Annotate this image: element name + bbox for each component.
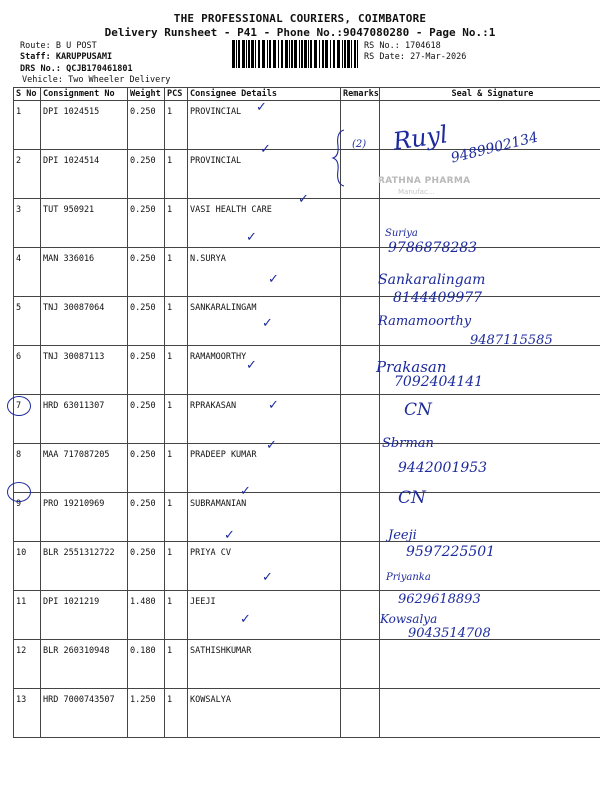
tick-mark-10: ✓ bbox=[240, 484, 251, 499]
phone-row11: 9597225501 bbox=[406, 544, 496, 560]
tick-mark-5: ✓ bbox=[268, 272, 279, 287]
cell-sno: 2 bbox=[14, 150, 41, 199]
vehicle-label: Vehicle: bbox=[22, 75, 63, 85]
barcode-bar bbox=[330, 40, 331, 68]
cell-remarks bbox=[341, 346, 380, 395]
cell-consignee: N.SURYA bbox=[188, 248, 341, 297]
cell-consignee: SATHISHKUMAR bbox=[188, 640, 341, 689]
table-row bbox=[14, 248, 600, 297]
cell-consignee: PROVINCIAL bbox=[188, 101, 341, 150]
cell-pcs: 1 bbox=[165, 493, 188, 542]
barcode-bar bbox=[289, 40, 290, 68]
barcode-image bbox=[232, 40, 358, 68]
cell-remarks bbox=[341, 395, 380, 444]
drs-label: DRS No.: bbox=[20, 64, 61, 74]
cell-weight: 0.250 bbox=[128, 493, 165, 542]
tick-mark-7: ✓ bbox=[246, 358, 257, 373]
circle-sno-10 bbox=[7, 482, 31, 502]
barcode-bar bbox=[262, 40, 265, 68]
cell-consignment: BLR 2551312722 bbox=[41, 542, 128, 591]
cell-consignment: DPI 1021219 bbox=[41, 591, 128, 640]
barcode-bar bbox=[304, 40, 307, 68]
name-row12: Priyanka bbox=[386, 572, 431, 583]
cell-consignment: TNJ 30087064 bbox=[41, 297, 128, 346]
barcode-bar bbox=[294, 40, 297, 68]
cell-pcs: 1 bbox=[165, 346, 188, 395]
signature-row1: Ruyl bbox=[391, 120, 450, 156]
cell-remarks bbox=[341, 542, 380, 591]
cell-sno: 8 bbox=[14, 444, 41, 493]
barcode-bar bbox=[273, 40, 276, 68]
staff-value: KARUPPUSAMI bbox=[55, 52, 113, 62]
cell-sno: 11 bbox=[14, 591, 41, 640]
barcode-bar bbox=[308, 40, 309, 68]
cell-remarks bbox=[341, 591, 380, 640]
barcode-bar bbox=[351, 40, 352, 68]
drs-value: QCJB170461801 bbox=[66, 64, 133, 74]
circle-sno-8 bbox=[7, 396, 31, 416]
cell-consignment: HRD 7000743507 bbox=[41, 689, 128, 738]
cell-remarks bbox=[341, 248, 380, 297]
stamp-sub: Manufac... bbox=[398, 188, 435, 196]
staff-label: Staff: bbox=[20, 52, 51, 62]
company-stamp bbox=[378, 176, 578, 216]
table-row bbox=[14, 591, 600, 640]
cell-consignment: DPI 1024515 bbox=[41, 101, 128, 150]
barcode-bar bbox=[238, 40, 240, 68]
tick-mark-2: ✓ bbox=[260, 142, 271, 157]
staff-line bbox=[20, 52, 112, 63]
barcode-bar bbox=[347, 40, 350, 68]
cell-pcs: 1 bbox=[165, 591, 188, 640]
cell-consignment: MAA 717087205 bbox=[41, 444, 128, 493]
cell-pcs: 1 bbox=[165, 640, 188, 689]
cell-remarks bbox=[341, 493, 380, 542]
cell-consignee: JEEJI bbox=[188, 591, 341, 640]
barcode-bar bbox=[232, 40, 235, 68]
rs-date-value: 27-Mar-2026 bbox=[410, 52, 467, 62]
barcode-bar bbox=[251, 40, 254, 68]
cell-weight: 1.250 bbox=[128, 689, 165, 738]
cell-pcs: 1 bbox=[165, 689, 188, 738]
runsheet-subtitle: Delivery Runsheet - P41 - Phone No.:9047080280 - Page No.:1 bbox=[104, 26, 496, 39]
barcode-bar bbox=[278, 40, 279, 68]
remarks-brace bbox=[330, 128, 354, 188]
phone-row4: 9786878283 bbox=[388, 240, 478, 256]
cell-pcs: 1 bbox=[165, 248, 188, 297]
cell-consignment: TNJ 30087113 bbox=[41, 346, 128, 395]
col-pcs: PCS bbox=[165, 88, 188, 101]
cell-sno: 1 bbox=[14, 101, 41, 150]
vehicle-line bbox=[22, 75, 170, 86]
col-consignee: Consignee Details bbox=[188, 88, 341, 101]
cell-consignee: RAMAMOORTHY bbox=[188, 346, 341, 395]
route-label: Route: bbox=[20, 41, 51, 51]
cell-consignment: DPI 1024514 bbox=[41, 150, 128, 199]
cell-pcs: 1 bbox=[165, 101, 188, 150]
phone-row9: 9442001953 bbox=[398, 460, 488, 476]
rs-date-line bbox=[364, 52, 466, 63]
cell-sno: 6 bbox=[14, 346, 41, 395]
name-row13: Kowsalya bbox=[380, 612, 438, 626]
cell-consignment: HRD 63011307 bbox=[41, 395, 128, 444]
rs-no-label: RS No.: bbox=[364, 41, 400, 51]
name-row6: Ramamoorthy bbox=[378, 314, 472, 329]
cell-sno: 4 bbox=[14, 248, 41, 297]
tick-mark-8: ✓ bbox=[268, 398, 279, 413]
barcode-bar bbox=[258, 40, 260, 68]
tick-mark-3: ✓ bbox=[298, 192, 309, 207]
table-row bbox=[14, 346, 600, 395]
cell-remarks bbox=[341, 640, 380, 689]
barcode-bar bbox=[267, 40, 268, 68]
cell-pcs: 1 bbox=[165, 297, 188, 346]
barcode-bar bbox=[337, 40, 340, 68]
table-row bbox=[14, 640, 600, 689]
cell-pcs: 1 bbox=[165, 444, 188, 493]
cell-signature bbox=[380, 640, 600, 689]
cell-weight: 0.250 bbox=[128, 101, 165, 150]
tick-mark-12: ✓ bbox=[262, 570, 273, 585]
cell-weight: 0.250 bbox=[128, 542, 165, 591]
rs-no-value: 1704618 bbox=[404, 41, 441, 51]
barcode-bar bbox=[242, 40, 245, 68]
barcode-bar bbox=[285, 40, 288, 68]
table-row bbox=[14, 689, 600, 738]
cell-weight: 0.250 bbox=[128, 346, 165, 395]
cell-sno: 7 bbox=[14, 395, 41, 444]
phone-row1: 9489902134 bbox=[449, 129, 540, 167]
table-row bbox=[14, 493, 600, 542]
cell-consignee: RPRAKASAN bbox=[188, 395, 341, 444]
barcode-bar bbox=[333, 40, 335, 68]
note-row8: CN bbox=[404, 400, 432, 420]
cell-pcs: 1 bbox=[165, 150, 188, 199]
tick-mark-1: ✓ bbox=[256, 100, 267, 115]
cell-sno: 3 bbox=[14, 199, 41, 248]
route-line bbox=[20, 41, 97, 52]
name-row11: Jeeji bbox=[388, 528, 417, 543]
cell-consignee: SANKARALINGAM bbox=[188, 297, 341, 346]
tick-mark-13: ✓ bbox=[240, 612, 251, 627]
table-header-row bbox=[14, 88, 600, 101]
col-weight: Weight bbox=[128, 88, 165, 101]
cell-weight: 0.180 bbox=[128, 640, 165, 689]
name-row7: Prakasan bbox=[376, 358, 447, 376]
barcode-bar bbox=[248, 40, 250, 68]
cell-consignment: BLR 260310948 bbox=[41, 640, 128, 689]
cell-consignee: SUBRAMANIAN bbox=[188, 493, 341, 542]
cell-consignee: PROVINCIAL bbox=[188, 150, 341, 199]
company-title: THE PROFESSIONAL COURIERS, COIMBATORE bbox=[173, 12, 427, 25]
cell-weight: 1.480 bbox=[128, 591, 165, 640]
barcode-bar bbox=[281, 40, 283, 68]
name-row4: Suriya bbox=[385, 228, 418, 239]
cell-sno: 5 bbox=[14, 297, 41, 346]
barcode-bar bbox=[236, 40, 237, 68]
name-row9: Sbrman bbox=[382, 436, 434, 451]
cell-remarks bbox=[341, 199, 380, 248]
cell-weight: 0.250 bbox=[128, 395, 165, 444]
col-sno: S No bbox=[14, 88, 41, 101]
note-row10: CN bbox=[398, 488, 426, 508]
barcode-bar bbox=[314, 40, 317, 68]
barcode-bar bbox=[269, 40, 271, 68]
col-remarks: Remarks bbox=[341, 88, 380, 101]
table-row bbox=[14, 542, 600, 591]
barcode-bar bbox=[354, 40, 356, 68]
barcode-bar bbox=[310, 40, 312, 68]
cell-remarks bbox=[341, 297, 380, 346]
phone-row12: 9629618893 bbox=[398, 592, 481, 607]
cell-sno: 9 bbox=[14, 493, 41, 542]
cell-consignee: KOWSALYA bbox=[188, 689, 341, 738]
cell-weight: 0.250 bbox=[128, 248, 165, 297]
barcode-bar bbox=[301, 40, 303, 68]
phone-row7: 7092404141 bbox=[394, 374, 484, 390]
tick-mark-9: ✓ bbox=[266, 438, 277, 453]
drs-line bbox=[20, 64, 133, 75]
cell-remarks bbox=[341, 444, 380, 493]
vehicle-value: Two Wheeler Delivery bbox=[68, 75, 171, 85]
cell-remarks bbox=[341, 689, 380, 738]
table-row bbox=[14, 395, 600, 444]
cell-consignment: MAN 336016 bbox=[41, 248, 128, 297]
phone-row5: 8144409977 bbox=[393, 290, 483, 306]
cell-pcs: 1 bbox=[165, 542, 188, 591]
barcode-bar bbox=[342, 40, 343, 68]
barcode-bar bbox=[319, 40, 320, 68]
barcode-bar bbox=[299, 40, 300, 68]
barcode-bar bbox=[291, 40, 293, 68]
remark-2-circled: (2) bbox=[352, 139, 367, 150]
cell-weight: 0.250 bbox=[128, 297, 165, 346]
name-row5: Sankaralingam bbox=[378, 272, 486, 288]
col-signature: Seal & Signature bbox=[380, 88, 600, 101]
barcode-bar bbox=[255, 40, 256, 68]
rs-date-label: RS Date: bbox=[364, 52, 405, 62]
barcode-bar bbox=[322, 40, 324, 68]
barcode-bar bbox=[344, 40, 346, 68]
cell-consignee: VASI HEALTH CARE bbox=[188, 199, 341, 248]
cell-consignment: PRO 19210969 bbox=[41, 493, 128, 542]
tick-mark-4: ✓ bbox=[246, 230, 257, 245]
cell-sno: 10 bbox=[14, 542, 41, 591]
cell-pcs: 1 bbox=[165, 199, 188, 248]
tick-mark-11: ✓ bbox=[224, 528, 235, 543]
cell-weight: 0.250 bbox=[128, 150, 165, 199]
barcode-bar bbox=[246, 40, 247, 68]
cell-consignment: TUT 950921 bbox=[41, 199, 128, 248]
col-consignment: Consignment No bbox=[41, 88, 128, 101]
phone-row6: 9487115585 bbox=[470, 333, 553, 348]
route-value: B U POST bbox=[55, 41, 97, 51]
cell-consignee: PRADEEP KUMAR bbox=[188, 444, 341, 493]
tick-mark-6: ✓ bbox=[262, 316, 273, 331]
rs-no-line bbox=[364, 41, 441, 52]
cell-sno: 12 bbox=[14, 640, 41, 689]
cell-pcs: 1 bbox=[165, 395, 188, 444]
stamp-name: RATHNA PHARMA bbox=[378, 176, 471, 186]
barcode-bar bbox=[357, 40, 358, 68]
cell-sno: 13 bbox=[14, 689, 41, 738]
cell-signature bbox=[380, 689, 600, 738]
table-row bbox=[14, 444, 600, 493]
barcode-bar bbox=[325, 40, 328, 68]
cell-consignee: PRIYA CV bbox=[188, 542, 341, 591]
cell-weight: 0.250 bbox=[128, 199, 165, 248]
cell-weight: 0.250 bbox=[128, 444, 165, 493]
phone-row13: 9043514708 bbox=[408, 626, 491, 641]
